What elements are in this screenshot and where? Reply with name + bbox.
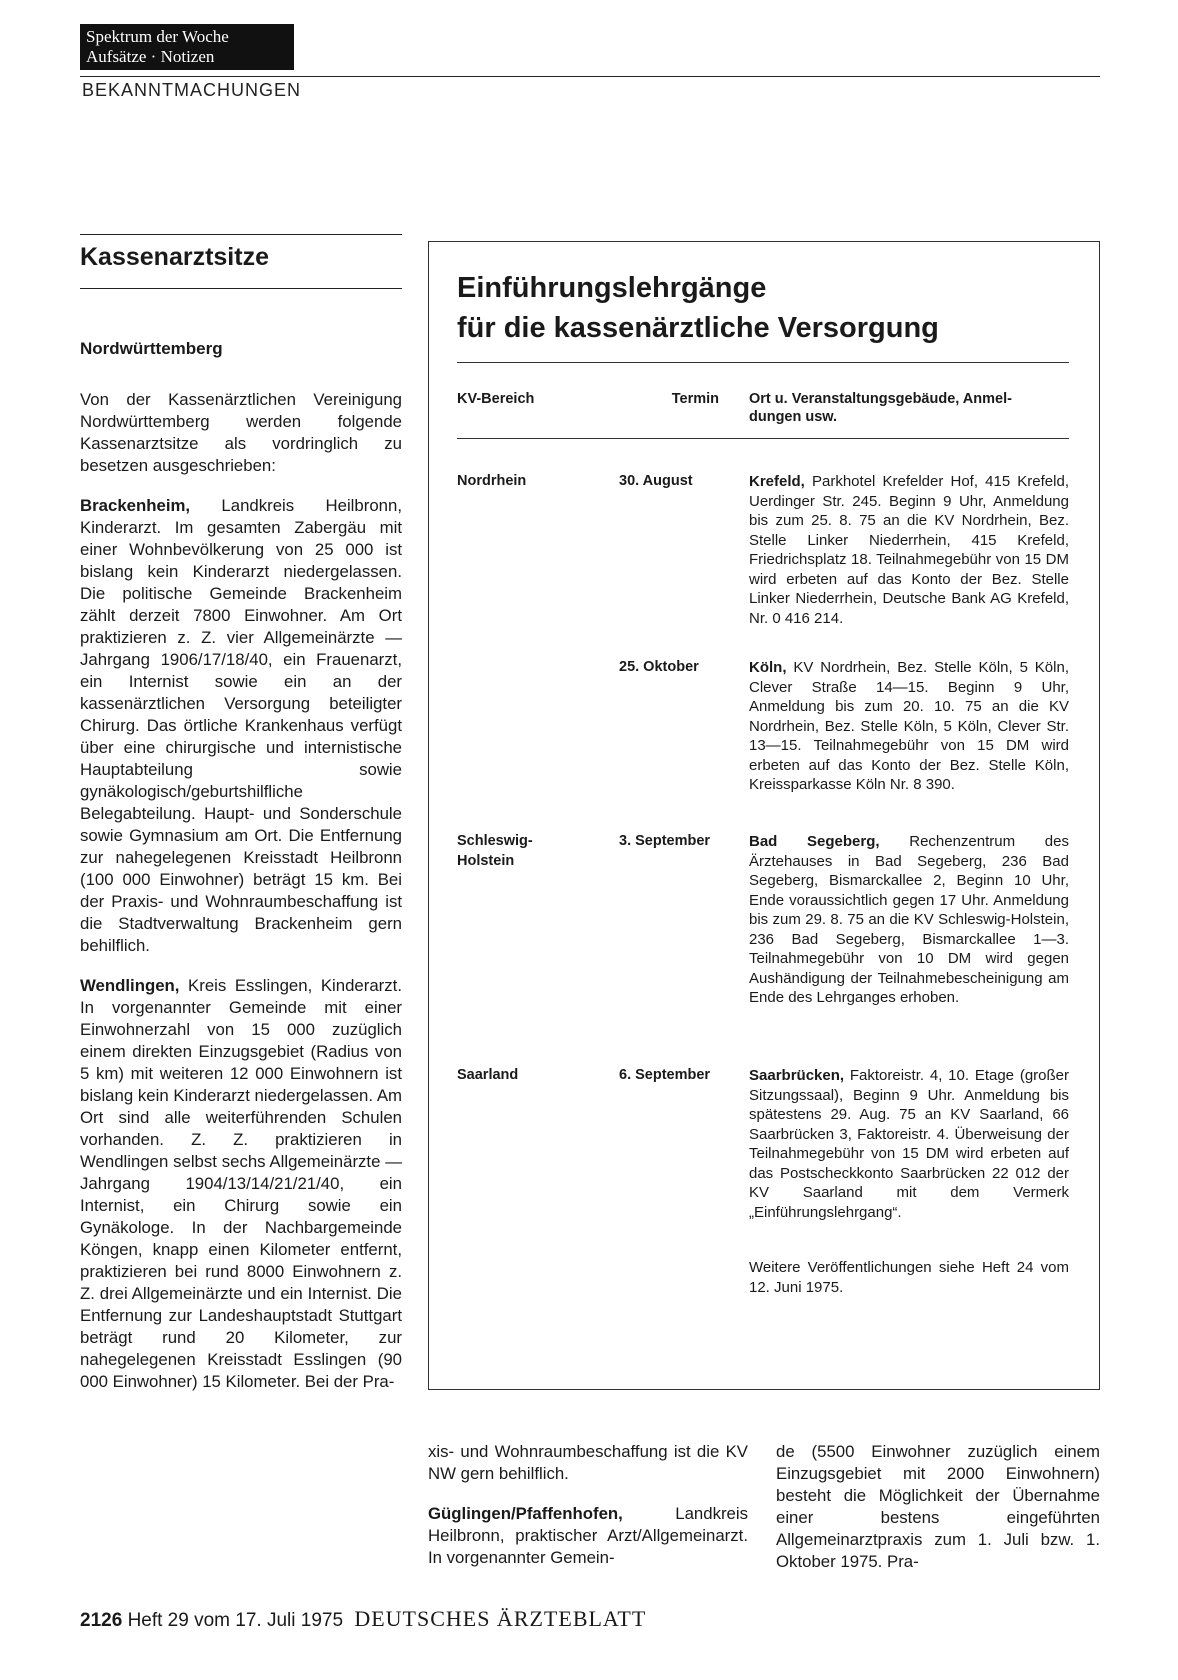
row-place: Köln, <box>749 659 787 676</box>
row-details <box>749 1066 1069 1222</box>
gueglingen-continuation: de (5500 Einwohner zuzüglich einem Einzugsgebiet mit 2000 Einwohnern) besteht die Möglichkeit der Übernahme einer bestens eingeführten Allgemeinarztpraxis zum 1. Juli bzw. 1. Oktober 1975. Pra- <box>776 1442 1100 1571</box>
row-details <box>749 472 1069 628</box>
section-label: BEKANNTMACHUNGEN <box>82 80 302 100</box>
lehrgaenge-title <box>457 268 939 348</box>
table-rule-header <box>457 438 1069 439</box>
further-publications-note: Weitere Veröffentlichungen siehe Heft 24 vom 12. Juni 1975. <box>749 1259 1069 1296</box>
title-line-2: für die kassenärztliche Versorgung <box>457 312 939 344</box>
row-region: Nordrhein <box>457 473 527 489</box>
row-region <box>457 832 533 871</box>
gueglingen-paragraph <box>428 1503 748 1569</box>
row-details <box>749 658 1069 795</box>
row-date: 25. Oktober <box>619 659 699 675</box>
wendlingen-text: Kreis Esslingen, Kinderarzt. In vorgenannter Gemeinde mit einer Einwohnerzahl von 15 000 zuzüglich einem direkten Einzugsgebiet (Radius von 5 km) mit weiteren 12 000 Einwohnern ist bislang kein Kinderarzt niedergelassen. Am Ort sind alle weiterführenden Schulen vorhanden. Z. Z. praktizieren in Wendlingen selbst sechs Allgemeinärzte — Jahrgang 1904/13/14/21/21/40, ein Internist, ein Chirurg sowie ein Gynäkologe. In der Nachbargemeinde Köngen, knapp einen Kilometer entfernt, praktizieren bei rund 8000 Einwohnern z. Z. drei Allgemeinärzte und ein Internist. Die Entfernung zur Landeshauptstadt Stuttgart beträgt rund 20 Kilometer, zur nahegelegenen Kreisstadt Esslingen (90 000 Einwohner) 15 Kilometer. Bei der Pra- <box>80 976 402 1391</box>
row-place: Saarbrücken, <box>749 1067 845 1084</box>
intro-paragraph: Von der Kassenärztlichen Vereinigung Nordwürttemberg werden folgende Kassenarztsitze als vordringlich zu besetzen ausgeschrieben: <box>80 390 402 475</box>
kassenarztsitze-column <box>80 234 402 1411</box>
col-header-date: Termin <box>671 391 719 407</box>
row-place: Krefeld, <box>749 473 805 490</box>
kassenarztsitze-title: Kassenarztsitze <box>80 243 269 271</box>
row-region: Saarland <box>457 1067 519 1083</box>
gueglingen-lead: Güglingen/Pfaffenhofen, <box>428 1504 623 1523</box>
lehrgaenge-box <box>428 241 1100 1390</box>
row-details-text: Rechenzentrum des Ärztehauses in Bad Segeberg, 236 Bad Segeberg, Bismarckallee 2, Beginn 10 Uhr, Ende voraussichtlich gegen 17 Uhr. Anmeldung bis zum 29. 8. 75 an die KV Schleswig-Holstein, 236 Bad Segeberg, Bismarckallee 1—3. Teilnahmegebühr von 10 DM wird gegen Aushändigung der Teilnahmebescheinigung am Ende des Lehrganges erhoben. <box>749 833 1069 1006</box>
gueglingen-text: Landkreis Heilbronn, praktischer Arzt/Allgemeinarzt. In vorgenannter Gemein- <box>428 1504 748 1567</box>
page-footer <box>80 1606 646 1632</box>
header-line-2: Aufsätze · Notizen <box>86 47 215 66</box>
continuation-column-right <box>776 1441 1100 1591</box>
brackenheim-text: Landkreis Heilbronn, Kinderarzt. Im gesamten Zabergäu mit einer Wohnbevölkerung von 25 000 ist bislang kein Kinderarzt niedergelassen. Die politische Gemeinde Brackenheim zählt derzeit 7800 Einwohner. Am Ort praktizieren z. Z. vier Allgemeinärzte — Jahrgang 1906/17/18/40, ein Frauenarzt, ein Internist sowie ein an der kassenärztlichen Versorgung beteiligter Chirurg. Das örtliche Krankenhaus verfügt über eine chirurgische und internistische Hauptabteilung sowie gynäkologisch/geburtshilfliche Belegabteilung. Haupt- und Sonderschule sowie Gymnasium am Ort. Die Entfernung zur nahegelegenen Kreisstadt Heilbronn (100 000 Einwohner) beträgt 15 km. Bei der Praxis- und Wohnraumbeschaffung ist die Stadtverwaltung Brackenheim gern behilflich. <box>80 496 402 955</box>
row-details-text: KV Nordrhein, Bez. Stelle Köln, 5 Köln, Clever Straße 14—15. Beginn 9 Uhr, Anmeldung bis zum 20. 10. 75 an die KV Nordrhein, Bez. Stelle Köln, 5 Köln, Clever Str. 13—15. Teilnahmegebühr von 15 DM wird erbeten auf das Konto der Bez. Stelle Köln, Kreissparkasse Köln Nr. 8 390. <box>749 659 1069 793</box>
title-rule-top <box>80 234 402 235</box>
continuation-paragraph: xis- und Wohnraumbeschaffung ist die KV NW gern behilflich. <box>428 1442 748 1483</box>
title-rule-bottom <box>80 288 402 289</box>
row-date: 30. August <box>619 473 693 489</box>
section-header-box <box>80 24 294 70</box>
title-line-1: Einführungslehrgänge <box>457 272 767 304</box>
wendlingen-lead: Wendlingen, <box>80 976 180 995</box>
col-header-place-line-1: Ort u. Veranstaltungsgebäude, Anmel- <box>749 391 1012 407</box>
header-line-1: Spektrum der Woche <box>86 27 229 46</box>
row-region-line-2: Holstein <box>457 852 515 869</box>
region-heading: Nordwürttemberg <box>80 339 223 358</box>
row-details-text: Faktoreistr. 4, 10. Etage (großer Sitzungssaal), Beginn 9 Uhr. Anmeldung bis spätestens 29. Aug. 75 an KV Saarland, 66 Saarbrücken 3, Faktoreistr. 4. Überweisung der Teilnahmegebühr von 15 DM wird erbeten auf das Postscheckkonto Saarbrücken 22 012 der KV Saarland mit dem Vermerk „Einführungslehrgang“. <box>749 1067 1070 1221</box>
col-header-region: KV-Bereich <box>457 391 535 407</box>
continuation-column-middle <box>428 1441 748 1587</box>
issue-info: Heft 29 vom 17. Juli 1975 <box>127 1610 344 1631</box>
row-date: 6. September <box>619 1067 711 1083</box>
row-details <box>749 832 1069 1008</box>
row-place: Bad Segeberg, <box>749 833 880 850</box>
publication-name: DEUTSCHES ÄRZTEBLATT <box>354 1606 647 1631</box>
header-rule <box>80 76 1100 77</box>
wendlingen-paragraph <box>80 975 402 1393</box>
row-date: 3. September <box>619 833 711 849</box>
page-number: 2126 <box>80 1610 123 1631</box>
brackenheim-lead: Brackenheim, <box>80 496 191 515</box>
col-header-place-line-2: dungen usw. <box>749 409 838 425</box>
row-details-text: Parkhotel Krefelder Hof, 415 Krefeld, Uerdinger Str. 245. Beginn 9 Uhr, Anmeldung bis zum 25. 8. 75 an die KV Nordrhein, Bez. Stelle Linker Niederrhein, 415 Krefeld, Friedrichsplatz 18. Teilnahmegebühr von 15 DM wird erbeten auf das Konto der Bez. Stelle Linker Niederrhein, Deutsche Bank AG Krefeld, Nr. 0 416 214. <box>749 473 1069 627</box>
row-region-line-1: Schleswig- <box>457 833 533 849</box>
col-header-place <box>749 390 1069 426</box>
table-rule-top <box>457 362 1069 363</box>
brackenheim-paragraph <box>80 495 402 957</box>
